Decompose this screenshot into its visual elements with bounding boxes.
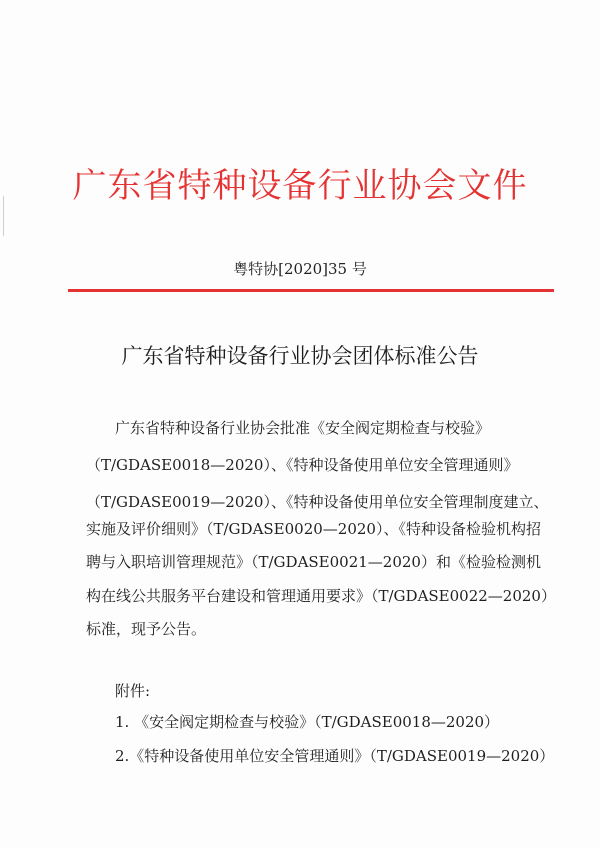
document-number: 粤特协[2020]35 号 bbox=[233, 260, 367, 278]
attachments-label: 附件: bbox=[115, 682, 151, 700]
attachment-item-1: 1. 《安全阀定期检查与校验》（T/GDASE0018—2020） bbox=[115, 713, 500, 731]
body-line-2: （T/GDASE0018—2020）、《特种设备使用单位安全管理通则》 bbox=[86, 456, 519, 474]
attachment-item-2: 2.《特种设备使用单位安全管理通则》（T/GDASE0019—2020） bbox=[115, 747, 555, 765]
body-line-6: 构在线公共服务平台建设和管理通用要求》（T/GDASE0022—2020） bbox=[86, 587, 556, 605]
notice-title: 广东省特种设备行业协会团体标准公告 bbox=[121, 344, 479, 368]
body-line-7: 标准，现予公告。 bbox=[86, 620, 207, 638]
body-line-5: 聘与入职培训管理规范》（T/GDASE0021—2020）和《检验检测机 bbox=[86, 553, 541, 571]
letterhead-divider bbox=[68, 289, 554, 292]
org-letterhead: 广东省特种设备行业协会文件 bbox=[72, 166, 528, 206]
body-line-3: （T/GDASE0019—2020）、《特种设备使用单位安全管理制度建立、 bbox=[86, 493, 549, 511]
body-line-4: 实施及评价细则》（T/GDASE0020—2020）、《特种设备检验机构招 bbox=[86, 520, 541, 538]
body-line-1: 广东省特种设备行业协会批准《安全阀定期检查与校验》 bbox=[115, 419, 491, 437]
